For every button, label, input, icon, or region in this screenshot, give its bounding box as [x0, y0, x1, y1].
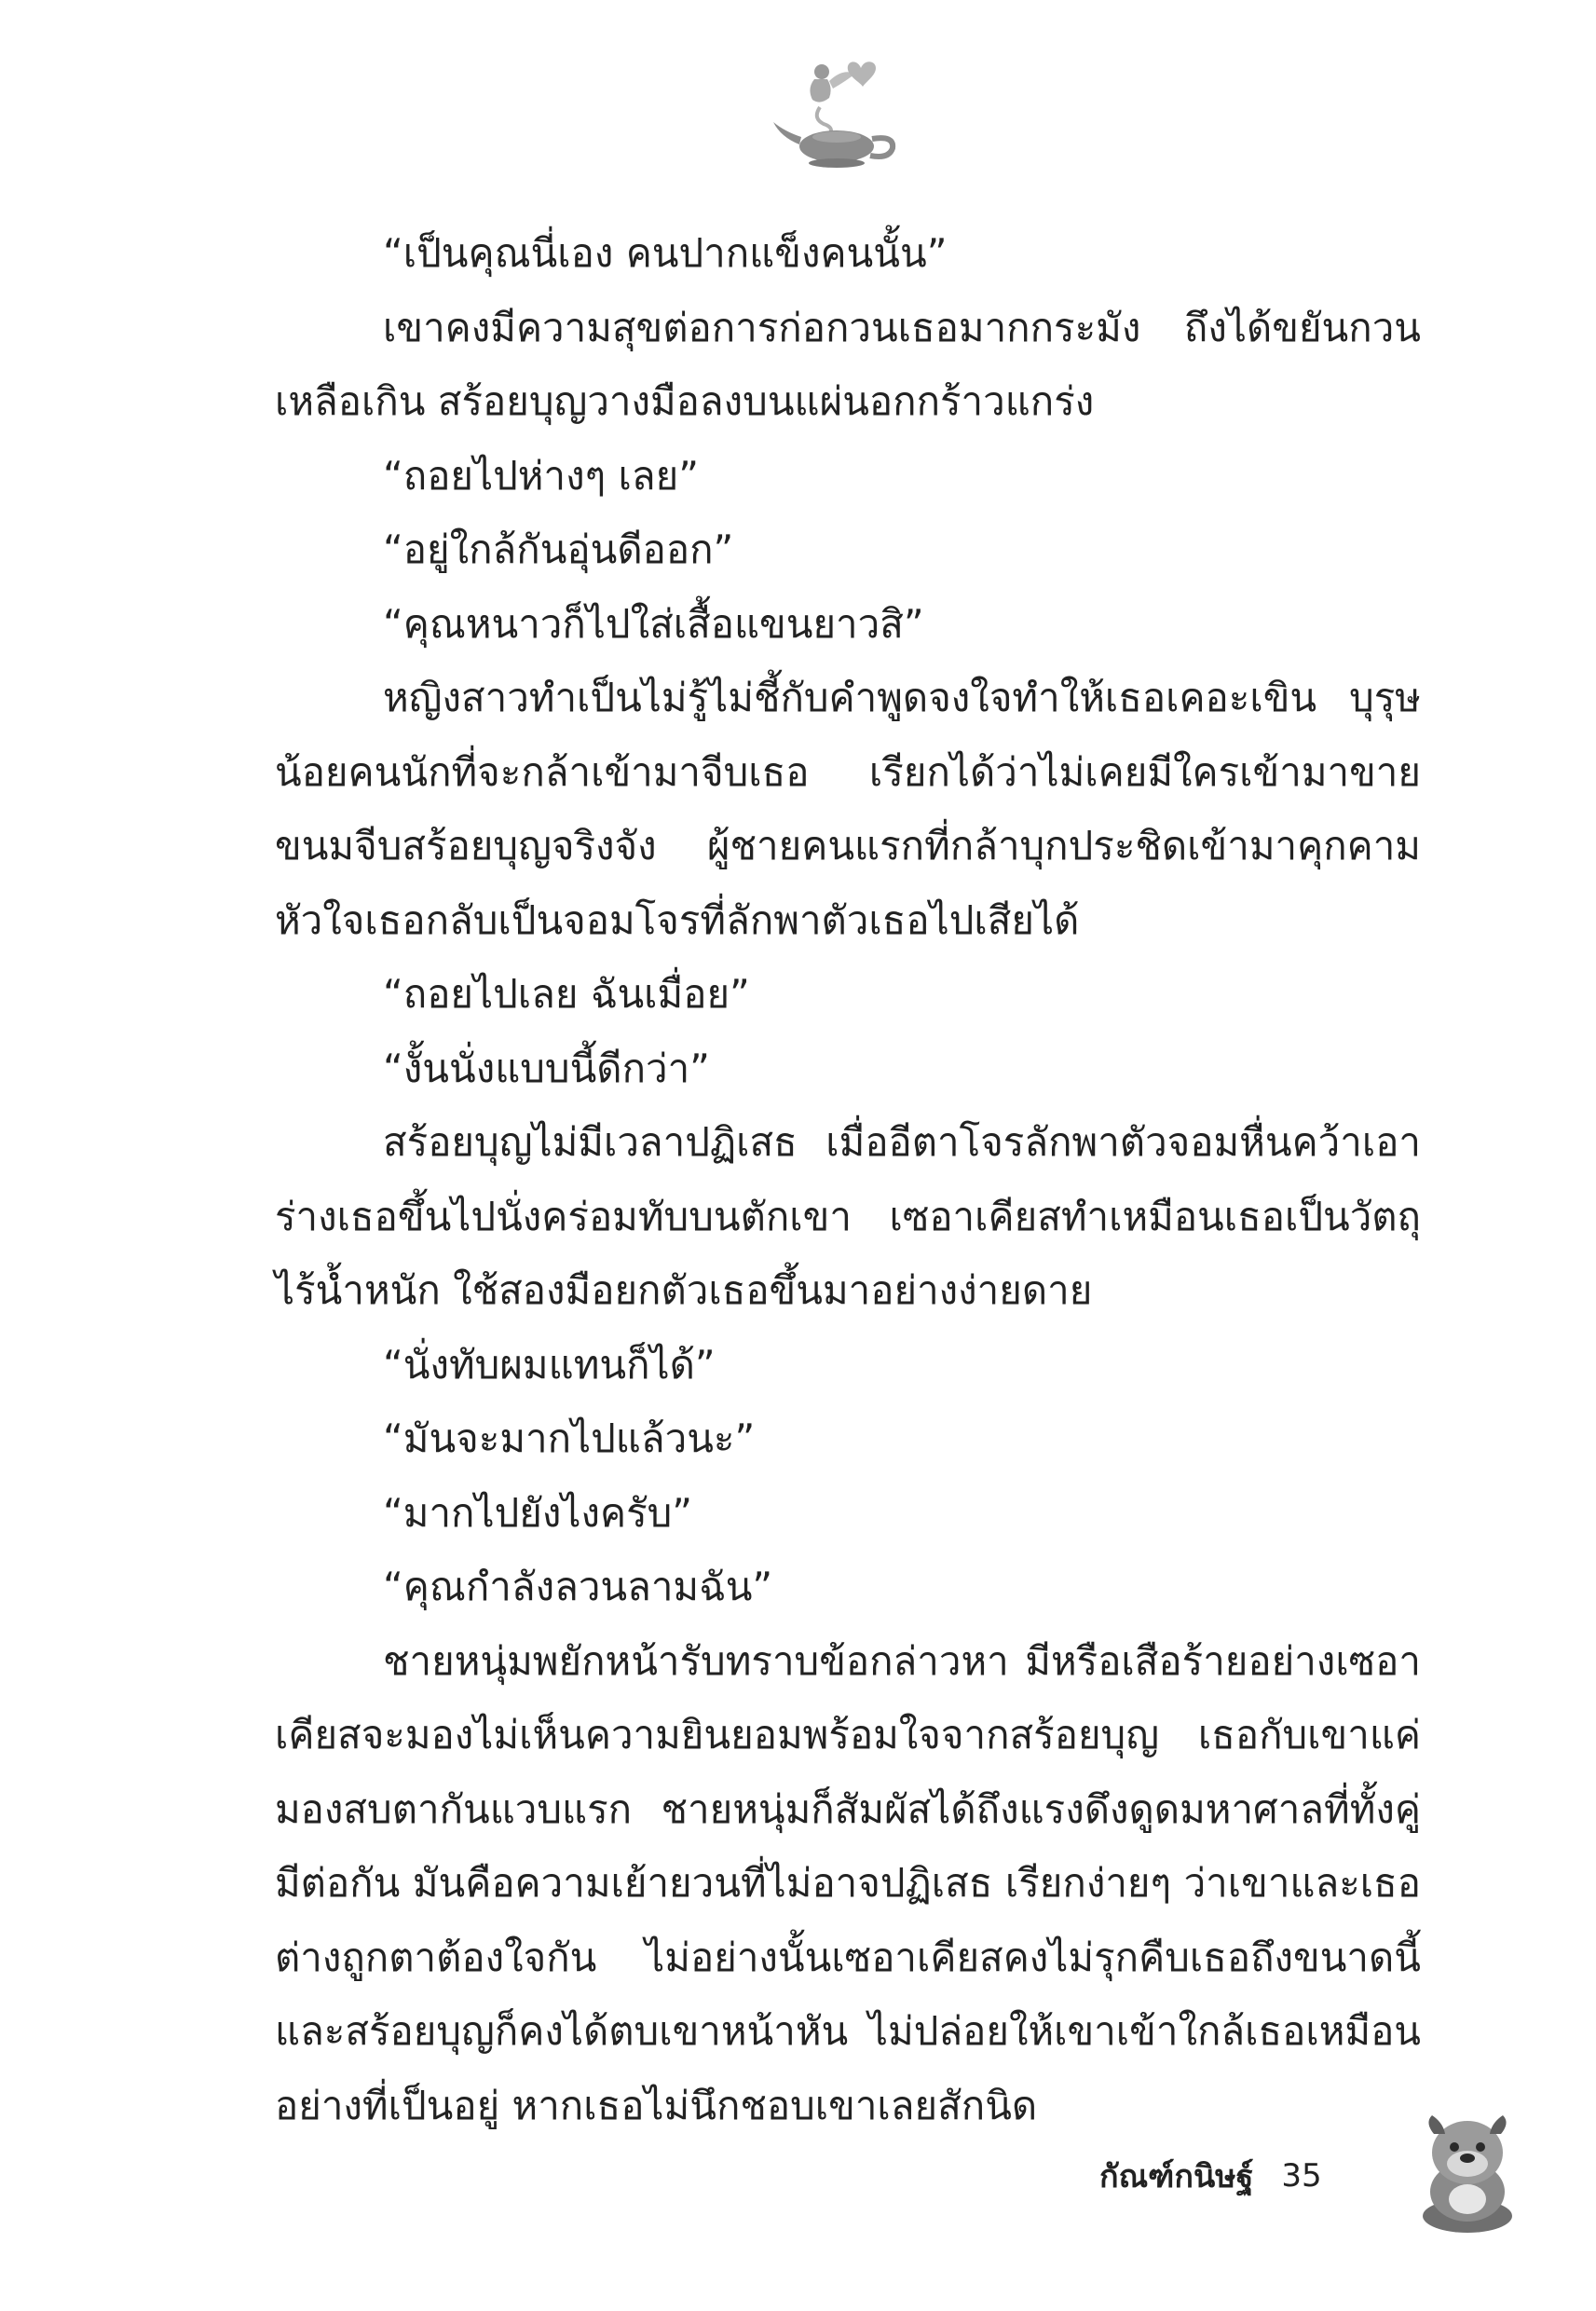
- narrative-paragraph: เขาคงมีความสุขต่อการก่อกวนเธอมากกระมัง ถึงได้ขยันกวนเหลือเกิน สร้อยบุญวางมือลงบนแผ่นอกกร้าวแกร่ง: [275, 304, 1421, 424]
- footer-author: กัณฑ์กนิษฐ์: [1099, 2158, 1254, 2195]
- dialog-line: “ถอยไปห่างๆ เลย”: [383, 452, 699, 499]
- dialog-line: “เป็นคุณนี่เอง คนปากแข็งคนนั้น”: [383, 230, 948, 276]
- page-footer: [1099, 2134, 1322, 2218]
- dialog-line: “อยู่ใกล้กันอุ่นดีออก”: [383, 526, 734, 572]
- dialog-line: “คุณกำลังลวนลามฉัน”: [383, 1564, 773, 1609]
- narrative-paragraph: ชายหนุ่มพยักหน้ารับทราบข้อกล่าวหา มีหรือเสือร้ายอย่างเซอาเคียสจะมองไม่เห็นความยินยอมพร้อมใจจากสร้อยบุญ เธอกับเขาแค่มองสบตากันแวบแรก ชายหนุ่มก็สัมผัสได้ถึงแรงดึงดูดมหาศาลที่ทั้งคู่มีต่อกัน มันคือความเย้ายวนที่ไม่อาจปฏิเสธ เรียกง่ายๆ ว่าเขาและเธอต่างถูกตาต้องใจกัน ไม่อย่างนั้นเซอาเคียสคงไม่รุกคืบเธอถึงขนาดนี้ และสร้อยบุญก็คงได้ตบเขาหน้าหัน ไม่ปล่อยให้เขาเข้าใกล้เธอเหมือนอย่างที่เป็นอยู่ หากเธอไม่นึกชอบเขาเลยสักนิด: [275, 1637, 1421, 2128]
- teapot-cupid-ornament-icon: [764, 51, 904, 172]
- dialog-line: “มันจะมากไปแล้วนะ”: [383, 1415, 756, 1461]
- narrative-paragraph: สร้อยบุญไม่มีเวลาปฏิเสธ เมื่ออีตาโจรลักพาตัวจอมหื่นคว้าเอาร่างเธอขึ้นไปนั่งคร่อมทับบนตักเขา เซอาเคียสทำเหมือนเธอเป็นวัตถุไร้น้ำหนัก ใช้สองมือยกตัวเธอขึ้นมาอย่างง่ายดาย: [275, 1119, 1421, 1313]
- bulldog-mascot-icon: [1412, 2106, 1523, 2236]
- dialog-line: “นั่งทับผมแทนก็ได้”: [383, 1341, 716, 1388]
- body-text: [275, 216, 1421, 2142]
- dialog-line: “มากไปยังไงครับ”: [383, 1489, 693, 1536]
- dialog-line: “ถอยไปเลย ฉันเมื่อย”: [383, 971, 750, 1017]
- narrative-paragraph: หญิงสาวทำเป็นไม่รู้ไม่ชี้กับคำพูดจงใจทำให้เธอเคอะเขิน บุรุษน้อยคนนักที่จะกล้าเข้ามาจีบเธอ เรียกได้ว่าไม่เคยมีใครเข้ามาขายขนมจีบสร้อยบุญจริงจัง ผู้ชายคนแรกที่กล้าบุกประชิดเข้ามาคุกคามหัวใจเธอกลับเป็นจอมโจรที่ลักพาตัวเธอไปเสียได้: [275, 675, 1421, 943]
- page-number: 35: [1281, 2157, 1322, 2195]
- dialog-line: “งั้นนั่งแบบนี้ดีกว่า”: [383, 1045, 710, 1091]
- dialog-line: “คุณหนาวก็ไปใส่เสื้อแขนยาวสิ”: [383, 600, 924, 647]
